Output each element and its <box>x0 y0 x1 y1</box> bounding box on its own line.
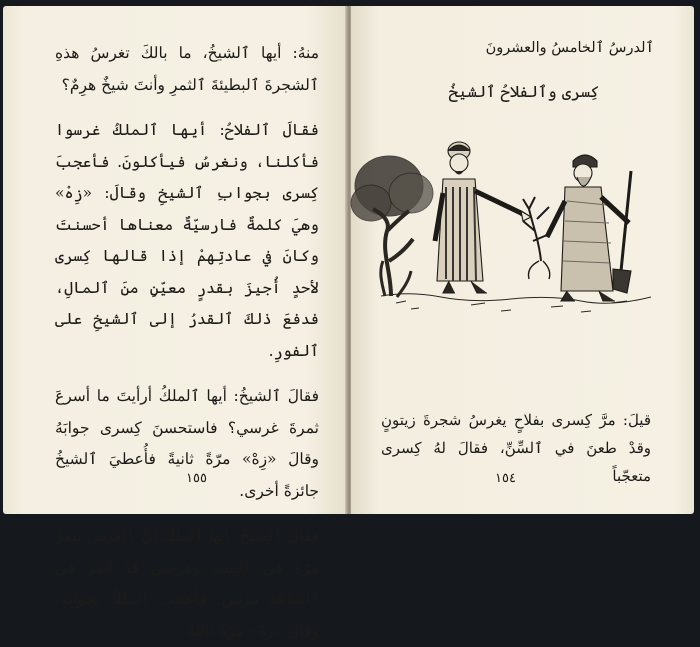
farmer-figure <box>547 155 631 301</box>
story-text: قيلَ: مرَّ كِسرى بفلاحٍ يغرسُ شجرةَ زيتونٍ وقدْ طعنَ في ٱلسِّنِّ، فقالَ لهُ كِسرى متعجّباً <box>381 411 651 485</box>
story-title: كِسرى وٱلفلاحُ ٱلشيخُ <box>448 82 600 101</box>
page-number-left: ١٥٥ <box>186 471 207 486</box>
page-number-right: ١٥٤ <box>495 471 516 486</box>
ground <box>381 294 651 312</box>
paragraph: فقالَ ٱلفلاحُ: أيها ٱلملكُ غرسوا فأكلنا، ونغرسُ فيأكلونَ. فأعجبَ كِسرى بجوابِ ٱلشيخِ وقالَ: «زِهْ» وهيَ كلمةٌ فارسيّةٌ معناها أحسنتَ وكانَ في عادتِهمْ إذا قالها كِسرى لأحدٍ أُجيزَ بقدرٍ معيّنٍ منَ ٱلمالِ، فدفعَ ذلكَ ٱلقدرُ إلى ٱلشيخِ على ٱلفورِ. <box>55 121 319 360</box>
paragraph: منهُ: أيها ٱلشيخُ، ما بالكَ تغرسُ هذهِ ٱلشجرةَ ٱلبطيئةَ ٱلثمرِ وأنتَ شيخٌ هرِمٌ؟ <box>55 44 319 94</box>
right-page <box>351 6 694 514</box>
king-figure <box>435 142 531 293</box>
olive-sapling <box>523 197 550 279</box>
olive-tree <box>351 156 433 297</box>
paragraph: فقالَ ٱلشيخُ: أيها ٱلملكُ إنَّ ٱلغرسَ يُثمرُ مرّةً في ٱلسنةِ وغرسي قدْ أثمرَ في ٱلساعةِ مرّتينِ. فأعجبَ ٱلملكُ بجوابِهِ، وقالَ «زِهْ» مرّةً ثالثةً <box>55 527 319 640</box>
paragraph: فقالَ ٱلشيخُ: أيها ٱلملكُ أرأيتَ ما أسرعَ ثمرةَ غرسي؟ فاستحسنَ كِسرى جوابَهُ وقالَ «زِهْ» مرّةً ثانيةً فأُعطيَ ٱلشيخُ جائزةً أخرى. <box>55 387 319 500</box>
illustration-king-and-farmer <box>351 131 671 316</box>
left-page-text <box>55 38 319 647</box>
left-page <box>3 6 347 640</box>
lesson-title: ٱلدرسُ ٱلخامسُ والعشرونَ <box>485 40 654 56</box>
